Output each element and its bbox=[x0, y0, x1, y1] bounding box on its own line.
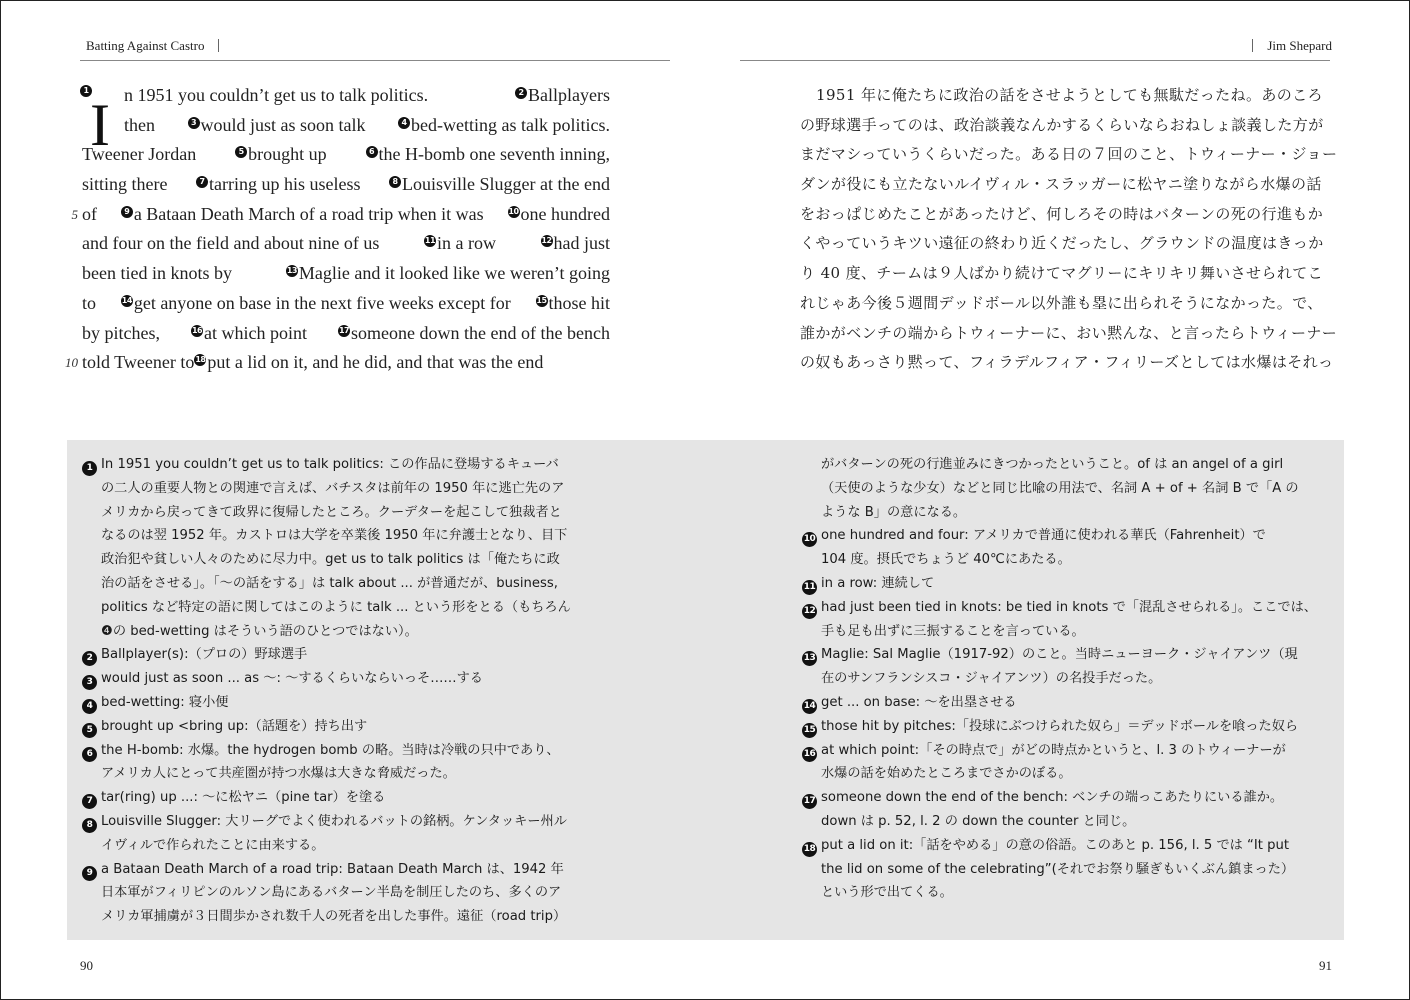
note-number-marker: 14 bbox=[802, 699, 817, 714]
note-line bbox=[802, 834, 1332, 858]
note-number-marker: 7 bbox=[82, 794, 97, 809]
note-text: がバターンの死の行進並みにきつかったということ。of は an angel of a girl bbox=[821, 457, 1284, 472]
translation-line: り 40 度、チームは９人ばかり続けてマグリーにキリキリ舞いさせられてこ bbox=[800, 264, 1324, 283]
note-line bbox=[802, 477, 1332, 501]
header-rule-right bbox=[740, 60, 1330, 61]
text-run: get anyone on base in the next five weeks except for bbox=[133, 292, 511, 313]
text-segment bbox=[366, 140, 610, 170]
text-run: by pitches, bbox=[82, 322, 160, 343]
text-segment bbox=[191, 319, 307, 349]
note-line bbox=[802, 810, 1332, 834]
note-text: get ... on base: 〜を出塁させる bbox=[821, 694, 1017, 710]
note-line bbox=[82, 524, 627, 548]
note-text: の二人の重要人物との関連で言えば、バチスタは前年の 1950 年に逃亡先のア bbox=[101, 480, 565, 496]
text-run: sitting there bbox=[82, 174, 168, 195]
text-run: told Tweener to bbox=[82, 352, 195, 373]
book-title: Batting Against Castro bbox=[86, 38, 205, 53]
note-number-marker: 10 bbox=[802, 532, 817, 547]
note-number-marker: 11 bbox=[424, 236, 436, 246]
note-text: a Bataan Death March of a road trip: Bataan Death March は、1942 年 bbox=[101, 861, 564, 877]
text-segment bbox=[82, 289, 96, 319]
note-line bbox=[802, 667, 1332, 691]
translation-line: 1951 年に俺たちに政治の話をさせようとしても無駄だったね。あのころ bbox=[816, 86, 1323, 104]
text-line bbox=[82, 170, 610, 200]
note-text: politics など特定の語に関してはこのように talk ... という形をとる（もちろん bbox=[101, 599, 571, 615]
text-run: then bbox=[124, 114, 155, 135]
note-number-marker: 5 bbox=[82, 723, 97, 738]
note-line bbox=[82, 691, 627, 715]
note-text: ❹の bed-wetting はそういう語のひとつではない）。 bbox=[101, 623, 418, 639]
note-number-marker: 9 bbox=[82, 866, 97, 881]
translation-line: の奴もあっさり黙って、フィラデルフィア・フィリーズとしては水爆はそれっ bbox=[800, 353, 1334, 372]
note-text: at which point:「その時点で」がどの時点かというと、l. 3 のトウィーナーが bbox=[821, 742, 1286, 758]
note-line bbox=[802, 572, 1332, 596]
note-number-marker: 14 bbox=[121, 295, 132, 305]
text-run: tarring up his useless bbox=[209, 174, 361, 195]
text-line bbox=[82, 319, 610, 349]
note-text: イヴィルで作られたことに由来する。 bbox=[101, 837, 325, 853]
note-line bbox=[802, 524, 1332, 548]
text-segment bbox=[82, 170, 167, 200]
note-number-marker: 17 bbox=[338, 325, 350, 335]
translation-line: をおっぱじめたことがあったけど、何しろその時はバターンの死の行進もか bbox=[800, 204, 1324, 223]
author-name: Jim Shepard bbox=[1267, 38, 1332, 53]
running-head-left bbox=[86, 38, 219, 54]
note-number-marker: 16 bbox=[191, 325, 203, 335]
note-text: メリカから戻ってきて政界に復帰したところ。クーデターを起こして独裁者と bbox=[101, 504, 562, 520]
note-line bbox=[802, 762, 1332, 786]
note-text: Louisville Slugger: 大リーグでよく使われるバットの銘柄。ケンタッキー州ル bbox=[101, 813, 567, 829]
note-line bbox=[82, 643, 627, 667]
text-run: one hundred bbox=[520, 203, 610, 224]
text-segment bbox=[196, 170, 360, 200]
note-line bbox=[82, 739, 627, 763]
note-line bbox=[802, 739, 1332, 763]
text-run: Ballplayers bbox=[528, 85, 610, 105]
note-line bbox=[82, 905, 627, 929]
note-line bbox=[802, 881, 1332, 905]
running-head-divider bbox=[1252, 39, 1253, 52]
note-line bbox=[82, 762, 627, 786]
text-segment bbox=[124, 111, 155, 141]
text-line bbox=[82, 259, 610, 289]
note-text: Maglie: Sal Maglie（1917-92）のこと。当時ニューヨーク・ジャイアンツ（現 bbox=[821, 647, 1298, 663]
note-number-marker: 13 bbox=[802, 651, 817, 666]
note-number-marker: 15 bbox=[536, 295, 547, 305]
text-line bbox=[71, 200, 610, 230]
note-line bbox=[82, 786, 627, 810]
note-number-marker: 11 bbox=[802, 580, 817, 595]
text-segment bbox=[194, 348, 543, 378]
note-number-marker: 13 bbox=[286, 266, 297, 276]
note-number-marker: 1 bbox=[82, 461, 97, 476]
text-run: a Bataan Death March of a road trip when it was bbox=[133, 203, 484, 224]
note-number-marker: 17 bbox=[802, 794, 817, 809]
note-text: tar(ring) up ...: 〜に松ヤニ（pine tar）を塗る bbox=[101, 790, 386, 806]
header-rule-left bbox=[80, 60, 670, 61]
text-run: would just as soon talk bbox=[200, 114, 366, 135]
text-line bbox=[82, 111, 610, 141]
running-head-right bbox=[1252, 38, 1332, 54]
text-run: bed-wetting as talk politics. bbox=[411, 114, 610, 135]
text-run: put a lid on it, and he did, and that was the end bbox=[207, 352, 544, 373]
note-number-marker: 5 bbox=[235, 146, 247, 158]
page-number-left: 90 bbox=[80, 958, 93, 973]
note-text: down は p. 52, l. 2 の down the counter と同じ。 bbox=[821, 813, 1136, 829]
text-line bbox=[82, 289, 610, 319]
text-run: those hit bbox=[548, 292, 610, 313]
note-text: those hit by pitches:「投球にぶつけられた奴ら」＝デッドボールを喰った奴ら bbox=[821, 718, 1299, 734]
text-run: of bbox=[82, 203, 97, 224]
note-number-marker: 18 bbox=[802, 842, 817, 857]
note-text: the H-bomb: 水爆。the hydrogen bomb の略。当時は冷戦の只中であり、 bbox=[101, 742, 560, 758]
text-segment bbox=[286, 259, 610, 289]
line-number: 5 bbox=[71, 206, 78, 222]
note-number-marker: 7 bbox=[196, 176, 208, 188]
text-segment bbox=[82, 348, 194, 378]
note-number-marker: 8 bbox=[82, 818, 97, 833]
notes-column-left bbox=[82, 453, 627, 929]
text-line bbox=[82, 81, 610, 111]
note-line bbox=[802, 691, 1332, 715]
text-segment bbox=[508, 200, 610, 230]
text-run: in a row bbox=[436, 233, 496, 254]
note-number-marker: 12 bbox=[802, 604, 817, 619]
text-run: Maglie and it looked like we weren’t going bbox=[298, 263, 610, 284]
note-line bbox=[802, 453, 1332, 477]
text-run: at which point bbox=[204, 322, 308, 343]
note-number-marker: 9 bbox=[121, 206, 133, 218]
note-line bbox=[82, 834, 627, 858]
note-text: 治の話をさせる」。「〜の話をする」は talk about ... が普通だが、business, bbox=[101, 575, 558, 591]
translation-line: れじゃあ今後５週間デッドボール以外誰も塁に出られそうになかった。で、 bbox=[800, 293, 1323, 312]
note-text: 在のサンフランシスコ・ジャイアンツ）の名投手だった。 bbox=[821, 671, 1162, 687]
note-text: 日本軍がフィリピンのルソン島にあるバターン半島を制圧したのち、多くのア bbox=[101, 885, 562, 901]
note-number-marker: 16 bbox=[802, 747, 817, 762]
note-number-marker: 3 bbox=[82, 675, 97, 690]
note-line bbox=[82, 501, 627, 525]
note-text: in a row: 連続して bbox=[821, 575, 935, 591]
note-number-marker: 6 bbox=[366, 146, 378, 158]
text-run: the H-bomb one seventh inning, bbox=[378, 144, 610, 165]
note-number-marker: 15 bbox=[802, 723, 817, 738]
note-line bbox=[82, 596, 627, 620]
note-line bbox=[82, 810, 627, 834]
note-text: という形で出てくる。 bbox=[821, 885, 953, 901]
note-text: someone down the end of the bench: ベンチの端っこあたりにいる誰か。 bbox=[821, 790, 1284, 806]
japanese-translation bbox=[800, 81, 1338, 378]
text-segment bbox=[235, 140, 327, 170]
text-run: to bbox=[82, 292, 97, 313]
text-segment bbox=[124, 81, 428, 111]
note-line bbox=[82, 881, 627, 905]
text-line bbox=[82, 229, 610, 259]
note-text: （天使のような少女）などと同じ比喩の用法で、名詞 A + of + 名詞 B で「A の bbox=[821, 480, 1299, 496]
text-line bbox=[82, 140, 610, 170]
note-text: brought up <bring up:（話題を）持ち出す bbox=[101, 718, 368, 734]
note-line bbox=[802, 620, 1332, 644]
text-run: brought up bbox=[248, 144, 327, 165]
note-line bbox=[82, 477, 627, 501]
text-segment bbox=[541, 229, 611, 259]
note-line bbox=[802, 643, 1332, 667]
note-line bbox=[802, 715, 1332, 739]
text-line bbox=[65, 348, 610, 378]
text-run: n 1951 you couldn’t get us to talk politics. bbox=[124, 85, 429, 105]
note-number-marker: 4 bbox=[82, 699, 97, 714]
note-text: 手も足も出ずに三振することを言っている。 bbox=[821, 623, 1085, 639]
translation-line: まだマシっていうくらいだった。ある日の７回のこと、トウィーナー・ジョー bbox=[800, 145, 1338, 164]
note-number-marker: 2 bbox=[515, 87, 527, 99]
translation-line: くやっていうキツい遠征の終わり近くだったし、グラウンドの温度はきっか bbox=[800, 234, 1324, 253]
text-segment bbox=[188, 111, 366, 141]
text-run: Tweener Jordan bbox=[82, 144, 197, 165]
note-number-marker: 1 bbox=[80, 85, 92, 97]
text-segment bbox=[398, 111, 610, 141]
page-number-right: 91 bbox=[1319, 958, 1332, 973]
note-text: In 1951 you couldn’t get us to talk politics: この作品に登場するキューバ bbox=[101, 457, 559, 472]
note-text: なるのは翌 1952 年。カストロは大学を卒業後 1950 年に弁護士となり、目下 bbox=[101, 528, 568, 544]
note-text: ような B」の意になる。 bbox=[821, 504, 967, 520]
note-line bbox=[802, 501, 1332, 525]
note-number-marker: 12 bbox=[541, 236, 552, 246]
note-line bbox=[82, 548, 627, 572]
note-number-marker: 10 bbox=[508, 206, 519, 216]
note-text: put a lid on it:「話をやめる」の意の俗語。このあと p. 156, l. 5 では “It put bbox=[821, 837, 1290, 853]
note-text: アメリカ人にとって共産圏が持つ水爆は大きな脅威だった。 bbox=[101, 766, 456, 782]
text-segment bbox=[121, 289, 511, 319]
note-line bbox=[82, 858, 627, 882]
text-segment bbox=[338, 319, 610, 349]
drop-cap: I bbox=[90, 92, 110, 158]
note-number-marker: 8 bbox=[389, 176, 401, 188]
note-text: would just as soon ... as 〜: 〜するくらいならいっそ……する bbox=[101, 671, 483, 687]
text-segment bbox=[82, 229, 379, 259]
text-run: and four on the field and about nine of us bbox=[82, 233, 380, 254]
english-text bbox=[65, 81, 610, 378]
text-run: been tied in knots by bbox=[82, 263, 232, 284]
note-line bbox=[802, 596, 1332, 620]
text-segment bbox=[536, 289, 611, 319]
note-line bbox=[82, 453, 627, 477]
text-segment bbox=[389, 170, 610, 200]
note-number-marker: 3 bbox=[188, 117, 200, 129]
text-segment bbox=[121, 200, 484, 230]
note-text: one hundred and four: アメリカで普通に使われる華氏（Fahrenheit）で bbox=[821, 528, 1266, 544]
note-line bbox=[82, 572, 627, 596]
note-text: the lid on some of the celebrating”(それでお祭り騒ぎもいくぶん鎮まった） bbox=[821, 861, 1295, 877]
text-segment bbox=[424, 229, 496, 259]
text-segment bbox=[82, 200, 97, 230]
note-line bbox=[802, 858, 1332, 882]
notes-column-right bbox=[802, 453, 1332, 905]
text-segment bbox=[82, 259, 232, 289]
text-segment bbox=[82, 140, 196, 170]
note-number-marker: 18 bbox=[195, 355, 206, 365]
note-number-marker: 4 bbox=[398, 117, 410, 129]
note-line bbox=[82, 620, 627, 644]
note-text: メリカ軍捕虜が３日間歩かされ数千人の死者を出した事件。遠征（road trip） bbox=[101, 909, 567, 925]
line-number: 10 bbox=[65, 355, 78, 371]
note-text: 104 度。摂氏でちょうど 40℃にあたる。 bbox=[821, 552, 1071, 568]
text-segment bbox=[82, 319, 160, 349]
translation-line: の野球選手ってのは、政治談義なんかするくらいならおねしょ談義した方が bbox=[800, 115, 1324, 134]
note-line bbox=[802, 548, 1332, 572]
text-segment bbox=[515, 81, 610, 111]
text-run: had just bbox=[553, 233, 610, 254]
note-text: bed-wetting: 寝小便 bbox=[101, 694, 229, 710]
note-line bbox=[82, 715, 627, 739]
notes-box bbox=[67, 440, 1344, 940]
note-text: 水爆の話を始めたところまでさかのぼる。 bbox=[821, 766, 1072, 782]
translation-line: ダンが役にも立たないルイヴィル・スラッガーに松ヤニ塗りながら水爆の話 bbox=[800, 175, 1322, 194]
text-run: someone down the end of the bench bbox=[351, 322, 610, 343]
note-line bbox=[802, 786, 1332, 810]
text-run: Louisville Slugger at the end bbox=[402, 174, 610, 195]
note-text: 政治犯や貧しい人々のために尽力中。get us to talk politics は「俺たちに政 bbox=[101, 552, 560, 568]
note-text: had just been tied in knots: be tied in knots で「混乱させられる」。ここでは、 bbox=[821, 599, 1317, 615]
note-text: Ballplayer(s):（プロの）野球選手 bbox=[101, 647, 308, 663]
note-line bbox=[82, 667, 627, 691]
note-number-marker: 2 bbox=[82, 651, 97, 666]
translation-line: 誰かがベンチの端からトウィーナーに、おい黙んな、と言ったらトウィーナー bbox=[800, 323, 1338, 342]
running-head-divider bbox=[218, 39, 219, 52]
note-number-marker: 6 bbox=[82, 747, 97, 762]
